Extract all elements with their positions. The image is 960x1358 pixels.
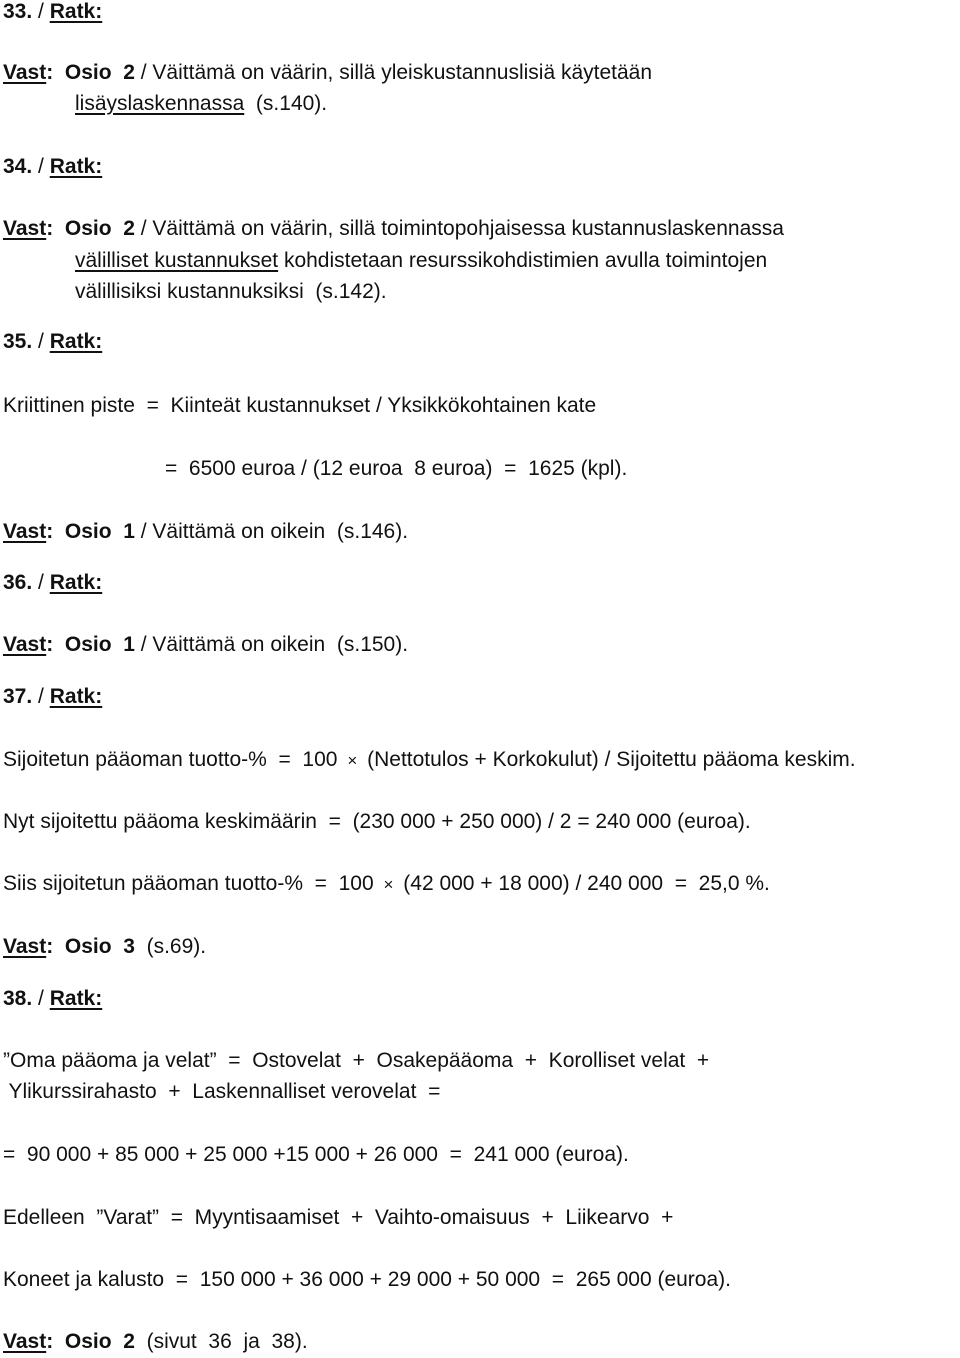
q37-formula-line3: Siis sijoitetun pääoman tuotto-% = 100 × (42 000 + 18 000) / 240 000 = 25,0 %. [3, 872, 770, 895]
q33-osio-label: Osio [64, 61, 112, 84]
q38-answer: Vast: Osio 2 (sivut 36 ja 38). [3, 1330, 308, 1353]
q34-osio-label: Osio [64, 217, 112, 240]
q35-osio-label: Osio [64, 520, 112, 543]
q38-formula-line4: Edelleen ”Varat” = Myyntisaamiset + Vaihto-omaisuus + Liikearvo + [3, 1206, 674, 1229]
q38-answer-text: (sivut 36 ja 38). [134, 1330, 308, 1353]
q34-vast-label: Vast [3, 217, 47, 240]
q35-answer-text: / Väittämä on oikein (s.146). [134, 520, 409, 543]
times-sign: × [383, 875, 394, 894]
times-sign: × [347, 751, 358, 770]
q37-number: 37. [3, 685, 33, 708]
q36-ratk-link[interactable]: Ratk: [49, 571, 103, 594]
q35-heading: 35. / Ratk: [3, 330, 103, 353]
q33-term-link: lisäyslaskennassa [75, 92, 245, 115]
q38-formula-line5: Koneet ja kalusto = 150 000 + 36 000 + 29 000 + 50 000 = 265 000 (euroa). [3, 1268, 731, 1291]
q37-answer: Vast: Osio 3 (s.69). [3, 935, 207, 958]
q34-answer-line1: Vast: Osio 2 / Väittämä on väärin, sillä toimintopohjaisessa kustannuslaskennassa [3, 217, 784, 240]
q33-answer-line1: Vast: Osio 2 / Väittämä on väärin, sillä yleiskustannuslisiä käytetään [3, 61, 653, 84]
q33-heading: 33. / Ratk: [3, 0, 103, 23]
q33-number: 33. [3, 0, 33, 23]
q33-osio-number: 2 [123, 61, 135, 84]
q37-ratk-link[interactable]: Ratk: [49, 685, 103, 708]
q38-number: 38. [3, 987, 33, 1010]
q35-formula-line2: = 6500 euroa / (12 euroa 8 euroa) = 1625 (kpl). [165, 457, 628, 480]
q34-answer-line2: välilliset kustannukset kohdistetaan resurssikohdistimien avulla toimintojen [75, 249, 768, 272]
q37-heading: 37. / Ratk: [3, 685, 103, 708]
q36-vast-label: Vast [3, 633, 47, 656]
q37-answer-text: (s.69). [134, 935, 207, 958]
q34-osio-number: 2 [123, 217, 135, 240]
q38-heading: 38. / Ratk: [3, 987, 103, 1010]
q36-answer-text: / Väittämä on oikein (s.150). [134, 633, 409, 656]
q38-osio-number: 2 [123, 1330, 135, 1353]
q38-vast-label: Vast [3, 1330, 47, 1353]
q37-osio-label: Osio [64, 935, 112, 958]
q34-ratk-link[interactable]: Ratk: [49, 155, 103, 178]
q38-formula-line1: ”Oma pääoma ja velat” = Ostovelat + Osakepääoma + Korolliset velat + [3, 1049, 710, 1072]
q36-osio-label: Osio [64, 633, 112, 656]
q35-osio-number: 1 [123, 520, 135, 543]
q38-formula-line2: Ylikurssirahasto + Laskennalliset verovelat = [3, 1080, 441, 1103]
q33-vast-label: Vast [3, 61, 47, 84]
q38-osio-label: Osio [64, 1330, 112, 1353]
q33-answer-text: / Väittämä on väärin, sillä yleiskustannuslisiä käytetään [134, 61, 653, 84]
q34-answer-line3: välillisiksi kustannuksiksi (s.142). [75, 280, 387, 303]
q36-heading: 36. / Ratk: [3, 571, 103, 594]
q35-number: 35. [3, 330, 33, 353]
q35-vast-label: Vast [3, 520, 47, 543]
q34-number: 34. [3, 155, 33, 178]
q34-term-link: välilliset kustannukset [75, 249, 279, 272]
q36-number: 36. [3, 571, 33, 594]
q35-ratk-link[interactable]: Ratk: [49, 330, 103, 353]
q38-ratk-link[interactable]: Ratk: [49, 987, 103, 1010]
q36-answer: Vast: Osio 1 / Väittämä on oikein (s.150). [3, 633, 409, 656]
q37-formula-line1: Sijoitetun pääoman tuotto-% = 100 × (Nettotulos + Korkokulut) / Sijoitettu pääoma keskim. [3, 748, 856, 771]
q34-answer-text: / Väittämä on väärin, sillä toimintopohjaisessa kustannuslaskennassa [134, 217, 784, 240]
q36-osio-number: 1 [123, 633, 135, 656]
q35-answer: Vast: Osio 1 / Väittämä on oikein (s.146). [3, 520, 409, 543]
q33-answer-line2: lisäyslaskennassa (s.140). [75, 92, 328, 115]
q38-formula-line3: = 90 000 + 85 000 + 25 000 +15 000 + 26 000 = 241 000 (euroa). [3, 1143, 629, 1166]
q34-heading: 34. / Ratk: [3, 155, 103, 178]
q37-osio-number: 3 [123, 935, 135, 958]
q33-ratk-link[interactable]: Ratk: [49, 0, 103, 23]
q35-formula-line1: Kriittinen piste = Kiinteät kustannukset / Yksikkökohtainen kate [3, 394, 597, 417]
q37-formula-line2: Nyt sijoitettu pääoma keskimäärin = (230 000 + 250 000) / 2 = 240 000 (euroa). [3, 810, 751, 833]
q37-vast-label: Vast [3, 935, 47, 958]
